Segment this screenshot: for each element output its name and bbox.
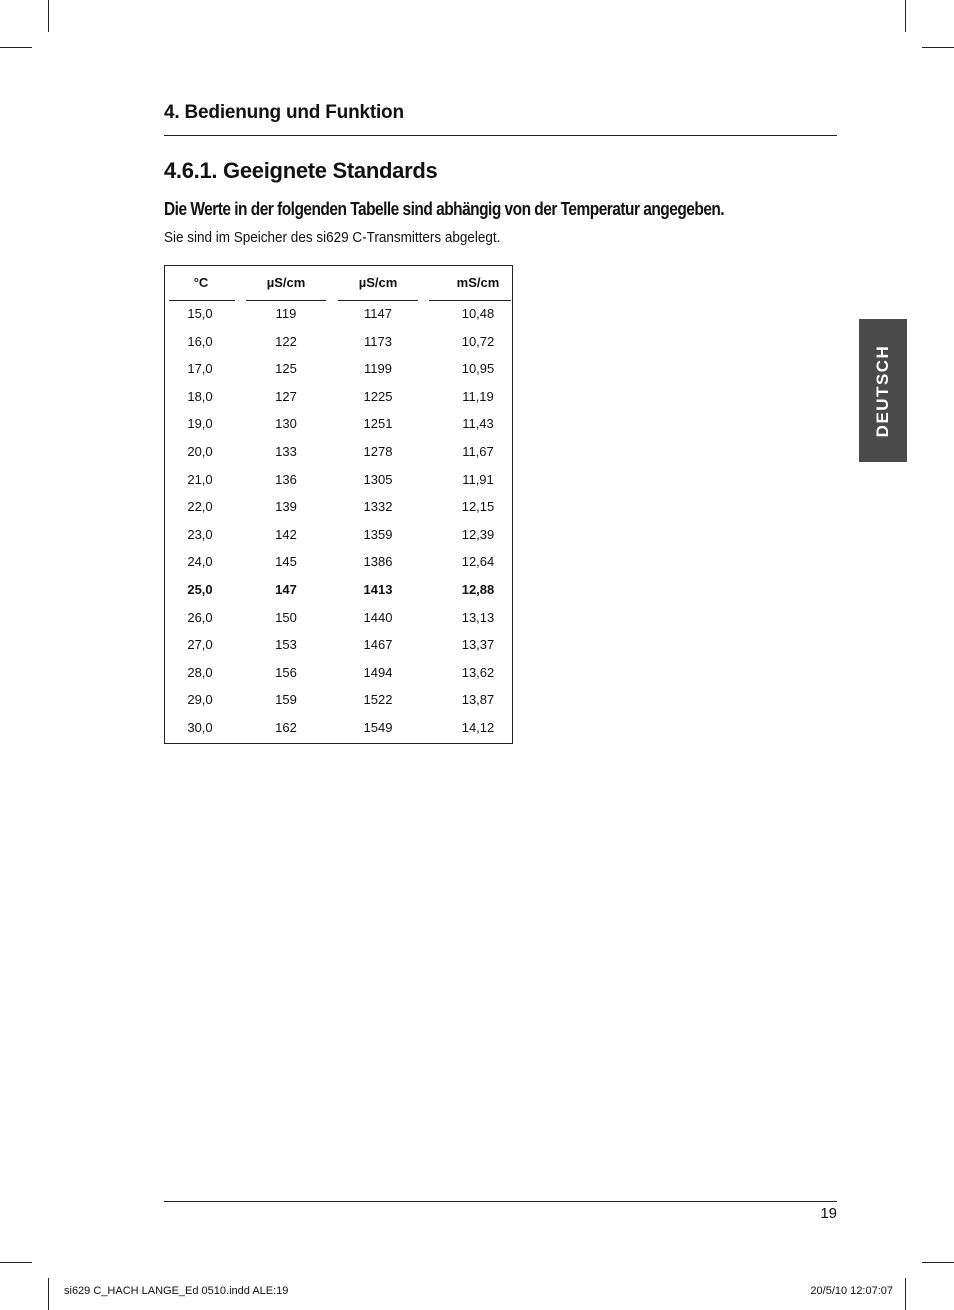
table-cell: 13,37 [461,637,495,653]
crop-mark [48,1278,49,1310]
table-cell: 15,0 [187,306,213,321]
table-cell: 18,0 [187,388,213,404]
header-underline [169,300,235,301]
table-cell: 12,39 [461,526,495,542]
crop-mark [0,47,32,48]
table-cell: 19,0 [187,416,213,432]
table-row [165,692,514,719]
table-cell: 13,13 [461,609,495,625]
table-row [165,416,514,443]
table-cell: 156 [275,664,297,680]
crop-mark [922,47,954,48]
crop-mark [905,1278,906,1310]
table-cell: 159 [275,692,297,708]
table-cell: 147 [275,582,297,597]
table-row [165,389,514,416]
table-row [165,334,514,361]
table-cell: 162 [275,720,297,735]
table-cell: 153 [275,637,297,653]
table-cell: 127 [275,388,297,404]
header-us-cm-2: µS/cm [358,275,398,290]
table-cell: 150 [275,609,297,625]
table-cell: 1251 [363,416,393,432]
table-cell: 11,91 [462,471,494,487]
section-title: 4. Bedienung und Funktion [164,102,404,123]
header-underline [338,300,418,301]
table-cell: 12,64 [461,554,495,570]
table-cell: 1467 [363,637,393,653]
table-row [165,306,514,333]
table-cell: 10,72 [461,333,495,349]
table-cell: 1278 [363,444,393,459]
table-cell: 1332 [363,499,393,515]
table-cell: 22,0 [187,499,213,515]
table-row [165,527,514,554]
note-text: Sie sind im Speicher des si629 C-Transmitters abgelegt. [164,229,501,246]
crop-mark [0,1262,32,1263]
subsection-title: 4.6.1. Geeignete Standards [164,158,438,183]
table-cell: 26,0 [187,609,213,625]
table-cell: 133 [275,444,297,459]
language-tab-label: DEUTSCH [873,344,892,437]
standards-table [164,265,513,744]
table-cell: 11,19 [462,388,494,404]
table-cell: 122 [275,333,297,349]
table-row [165,610,514,637]
table-cell: 130 [275,416,297,432]
table-cell: 17,0 [187,361,213,377]
table-cell: 21,0 [187,471,213,487]
table-row [165,665,514,692]
header-underline [429,300,511,301]
table-cell: 1549 [363,720,393,735]
table-cell: 25,0 [187,582,213,597]
table-cell: 142 [275,526,297,542]
table-cell: 12,15 [461,499,495,515]
table-row [165,499,514,526]
print-slug-date: 20/5/10 12:07:07 [810,1285,893,1297]
table-cell: 145 [275,554,297,570]
table-row [165,637,514,664]
table-cell: 11,67 [462,444,494,459]
lead-text: Die Werte in der folgenden Tabelle sind abhängig von der Temperatur angegeben. [164,199,725,219]
header-us-cm-1: µS/cm [266,275,306,290]
table-cell: 29,0 [187,692,213,708]
table-cell: 14,12 [461,720,495,735]
table-cell: 28,0 [187,664,213,680]
table-row [165,582,514,609]
table-cell: 10,48 [461,306,495,321]
table-cell: 1494 [363,664,393,680]
crop-mark [48,0,49,32]
table-cell: 1413 [363,582,393,597]
table-cell: 20,0 [187,444,213,459]
crop-mark [905,0,906,32]
footer-rule [164,1201,837,1202]
print-slug-file: si629 C_HACH LANGE_Ed 0510.indd ALE:19 [64,1285,289,1297]
table-cell: 139 [275,499,297,515]
table-cell: 125 [275,361,297,377]
table-cell: 1305 [363,471,393,487]
table-row [165,444,514,471]
table-cell: 23,0 [187,526,213,542]
header-rule [164,135,837,136]
header-celsius: °C [193,275,209,290]
table-cell: 13,62 [461,664,495,680]
table-cell: 16,0 [187,333,213,349]
table-row [165,361,514,388]
table-row [165,720,514,747]
header-ms-cm: mS/cm [456,275,500,290]
table-cell: 1440 [363,609,393,625]
table-cell: 1522 [363,692,393,708]
table-row [165,554,514,581]
table-cell: 30,0 [187,720,213,735]
table-cell: 1225 [363,388,393,404]
table-row [165,472,514,499]
table-cell: 136 [275,471,297,487]
language-tab [859,319,907,462]
table-cell: 1359 [363,526,393,542]
table-cell: 1199 [364,361,392,377]
crop-mark [922,1262,954,1263]
page-number: 19 [820,1205,837,1222]
table-cell: 1147 [364,306,392,321]
table-cell: 1173 [364,333,392,349]
table-cell: 24,0 [187,554,213,570]
table-cell: 27,0 [187,637,213,653]
table-cell: 119 [275,306,297,321]
table-cell: 10,95 [461,361,495,377]
table-cell: 12,88 [461,582,495,597]
table-cell: 1386 [363,554,393,570]
table-cell: 11,43 [462,416,494,432]
header-underline [246,300,326,301]
table-cell: 13,87 [461,692,495,708]
